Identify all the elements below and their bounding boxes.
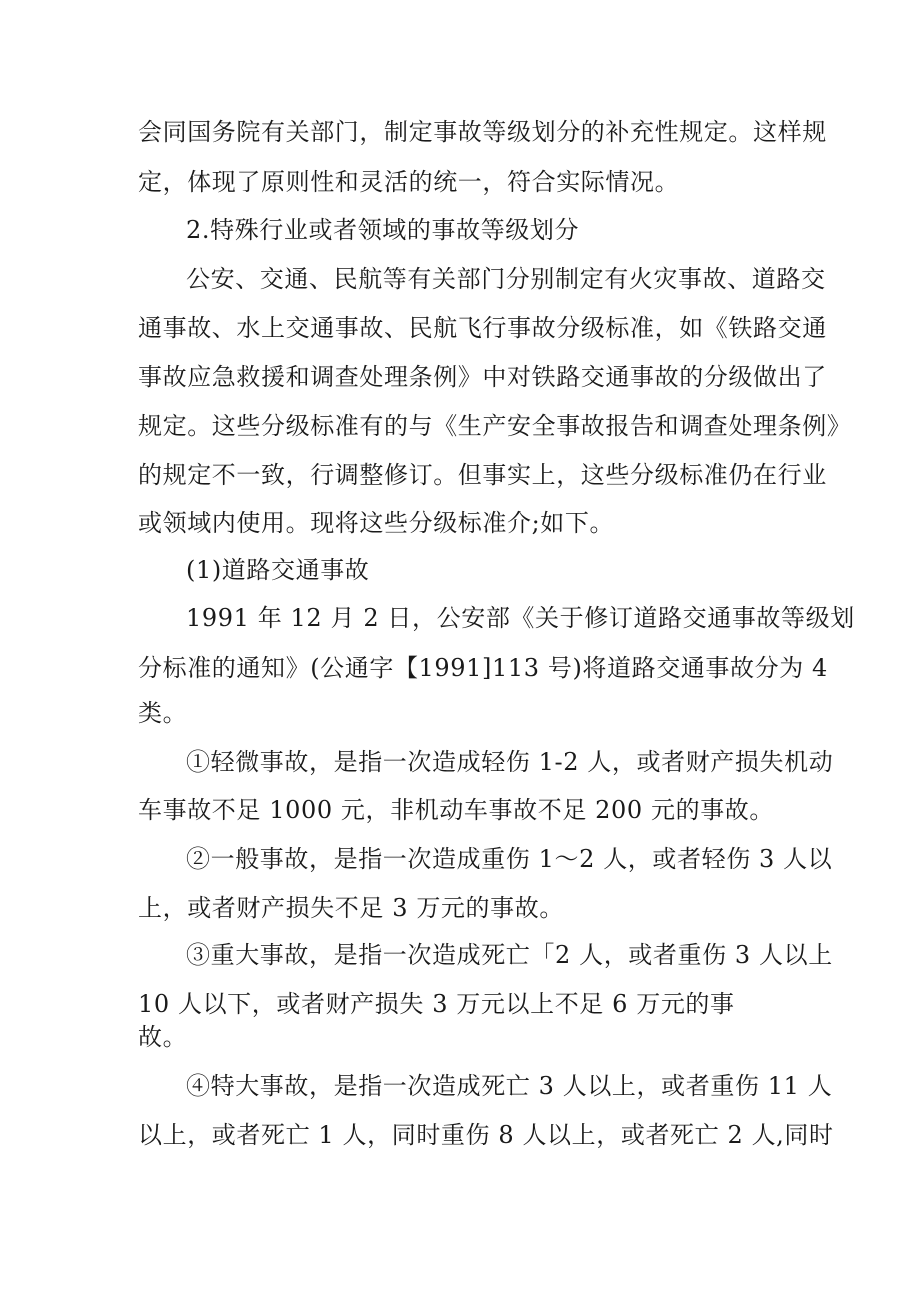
section-heading: 2.特殊行业或者领域的事故等级划分 bbox=[186, 216, 580, 244]
list-item-line: ①轻微事故，是指一次造成轻伤 1-2 人，或者财产损失机动 bbox=[186, 748, 834, 776]
paragraph-line: 分标准的通知》(公通字【1991]113 号)将道路交通事故分为 4 bbox=[138, 654, 828, 682]
paragraph-line: 1991 年 12 月 2 日，公安部《关于修订道路交通事故等级划 bbox=[186, 604, 855, 632]
paragraph-line: 通事故、水上交通事故、民航飞行事故分级标准，如《铁路交通 bbox=[138, 314, 827, 342]
list-item-line: 车事故不足 1000 元，非机动车事故不足 200 元的事故。 bbox=[138, 796, 775, 824]
paragraph-line: 事故应急救援和调查处理条例》中对铁路交通事故的分级做出了 bbox=[138, 363, 827, 391]
list-item-line: 10 人以下，或者财产损失 3 万元以上不足 6 万元的事 bbox=[138, 990, 735, 1018]
list-item-line: ④特大事故，是指一次造成死亡 3 人以上，或者重伤 11 人 bbox=[186, 1072, 833, 1100]
paragraph-line: 规定。这些分级标准有的与《生产安全事故报告和调查处理条例》 bbox=[138, 412, 852, 440]
paragraph-line: 公安、交通、民航等有关部门分别制定有火灾事故、道路交 bbox=[186, 265, 826, 293]
paragraph-line: 的规定不一致，行调整修订。但事实上，这些分级标准仍在行业 bbox=[138, 461, 827, 489]
list-item-line: ③重大事故，是指一次造成死亡「2 人，或者重伤 3 人以上 bbox=[186, 941, 833, 969]
list-item-line: 以上，或者死亡 1 人，同时重伤 8 人以上，或者死亡 2 人,同时 bbox=[138, 1121, 834, 1149]
paragraph-line: 会同国务院有关部门，制定事故等级划分的补充性规定。这样规 bbox=[138, 118, 827, 146]
paragraph-line: 或领域内使用。现将这些分级标准介;如下。 bbox=[138, 509, 615, 537]
paragraph-line: 类。 bbox=[138, 699, 188, 727]
list-item-line: 上，或者财产损失不足 3 万元的事故。 bbox=[138, 894, 564, 922]
subsection-heading: (1)道路交通事故 bbox=[186, 556, 370, 584]
list-item-line: 故。 bbox=[138, 1023, 188, 1051]
paragraph-line: 定，体现了原则性和灵活的统一，符合实际情况。 bbox=[138, 168, 680, 196]
list-item-line: ②一般事故，是指一次造成重伤 1～2 人，或者轻伤 3 人以 bbox=[186, 845, 833, 873]
